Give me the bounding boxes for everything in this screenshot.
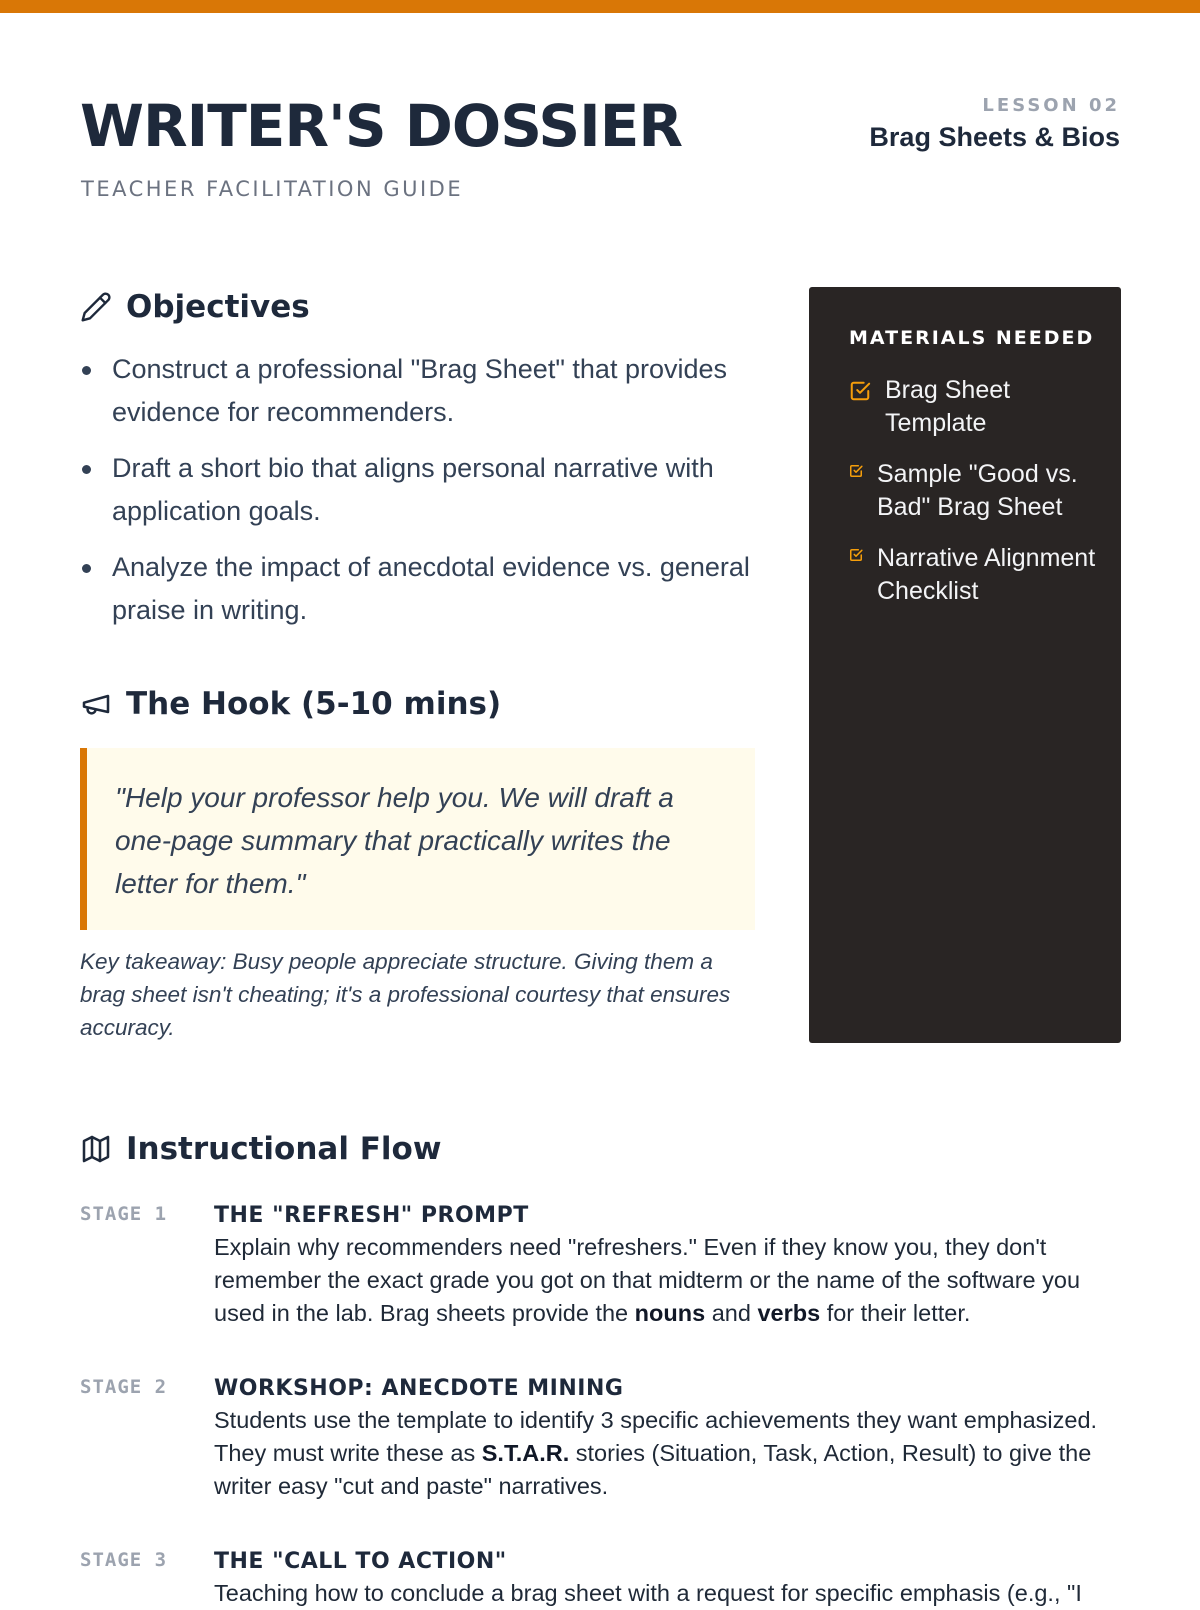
bullet-dot	[82, 366, 91, 375]
key-takeaway: Key takeaway: Busy people appreciate structure. Giving them a brag sheet isn't cheating; it's a professional courtesy that ensures accuracy.	[80, 949, 731, 1040]
objectives-list	[80, 348, 760, 645]
hook-heading: The Hook (5-10 mins)	[126, 686, 502, 722]
stage-text-part: stories (Situation, Task, Action, Result) to give the writer easy "cut and paste" narratives.	[214, 1440, 1092, 1499]
stage-text-part: for their letter.	[820, 1300, 971, 1326]
checkbox-icon	[849, 548, 863, 567]
materials-heading: MATERIALS NEEDED	[849, 327, 1095, 349]
stage-text	[214, 1577, 1126, 1610]
lesson-block	[869, 94, 1120, 153]
page-subtitle: TEACHER FACILITATION GUIDE	[81, 177, 464, 201]
megaphone-icon	[80, 688, 112, 720]
flow-heading: Instructional Flow	[126, 1131, 442, 1167]
stage-title: THE "REFRESH" PROMPT	[214, 1203, 529, 1228]
material-label: Narrative Alignment Checklist	[877, 544, 1096, 605]
flow-heading-row	[80, 1131, 442, 1167]
lesson-number: LESSON 02	[982, 95, 1120, 116]
objective-text: Draft a short bio that aligns personal narrative with application goals.	[112, 453, 714, 526]
stage-title: WORKSHOP: ANECDOTE MINING	[214, 1376, 624, 1401]
list-item	[849, 458, 1101, 524]
hook-heading-row	[80, 686, 501, 722]
objective-text: Analyze the impact of anecdotal evidence vs. general praise in writing.	[112, 552, 750, 625]
checkbox-icon	[849, 464, 863, 483]
stage-text-part: Students use the template to identify 3 specific achievements they want emphasized. They must write these as	[214, 1407, 1098, 1466]
stage-text-bold: verbs	[757, 1300, 821, 1326]
list-item	[80, 447, 760, 533]
objectives-heading-row	[80, 289, 310, 325]
hook-quote	[80, 748, 755, 930]
stage-text-bold: S.T.A.R.	[481, 1440, 570, 1466]
list-item	[849, 542, 1101, 608]
material-label: Brag Sheet Template	[885, 376, 1011, 437]
materials-panel	[809, 287, 1121, 1043]
map-icon	[80, 1133, 112, 1165]
stage-text-part: and	[705, 1300, 758, 1326]
list-item	[849, 374, 1101, 440]
stage-title: THE "CALL TO ACTION"	[214, 1549, 507, 1574]
accent-top-bar	[0, 0, 1200, 13]
list-item	[80, 546, 760, 632]
stage-text-part: Teaching how to conclude a brag sheet with a request for specific emphasis (e.g., "I	[214, 1580, 1082, 1606]
bullet-dot	[82, 465, 91, 474]
lesson-title: Brag Sheets & Bios	[869, 122, 1120, 152]
stage-body	[214, 1547, 1126, 1610]
stage-body	[214, 1374, 1126, 1503]
stage-label: STAGE 2	[80, 1376, 168, 1398]
list-item	[80, 348, 760, 434]
stage-text	[214, 1231, 1126, 1330]
material-label: Sample "Good vs. Bad" Brag Sheet	[877, 460, 1078, 521]
stage-text	[214, 1404, 1126, 1503]
quote-text: "Help your professor help you. We will draft a one-page summary that practically writes the letter for them."	[115, 782, 674, 899]
objective-text: Construct a professional "Brag Sheet" that provides evidence for recommenders.	[112, 354, 728, 427]
objectives-heading: Objectives	[126, 289, 310, 325]
stage-body	[214, 1201, 1126, 1330]
checkbox-icon	[849, 380, 871, 407]
stage-label: STAGE 1	[80, 1203, 168, 1225]
pencil-icon	[80, 291, 112, 323]
page-title: WRITER'S DOSSIER	[80, 92, 683, 160]
stage-text-part: Explain why recommenders need "refreshers." Even if they know you, they don't remember the exact grade you got on that midterm or the name of the software you used in the lab. Brag sheets provide the	[214, 1234, 1081, 1326]
stage-label: STAGE 3	[80, 1549, 168, 1571]
bullet-dot	[82, 564, 91, 573]
stage-text-bold: nouns	[634, 1300, 706, 1326]
